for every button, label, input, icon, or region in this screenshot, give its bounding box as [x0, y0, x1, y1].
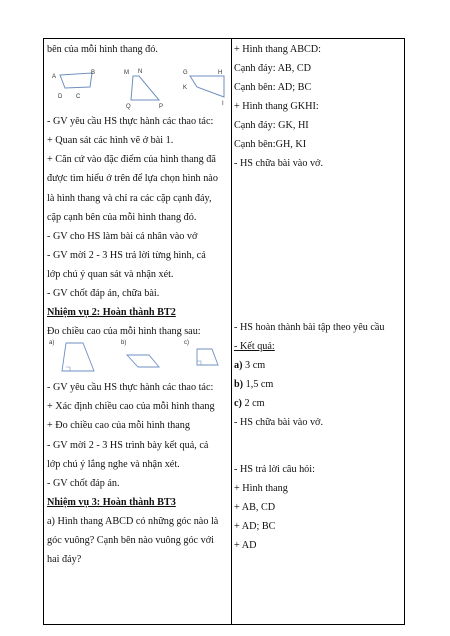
answer-3d: + AD; BC — [234, 521, 276, 532]
label-C: C — [76, 94, 81, 100]
result-a-value: 3 cm — [242, 360, 266, 371]
exercise2-figures — [47, 337, 228, 385]
exercise1-figures — [47, 63, 228, 123]
label-H: H — [218, 70, 223, 76]
line-1j: - GV chốt đáp án, chữa bài. — [47, 288, 160, 299]
result-c-key: c) — [234, 398, 242, 409]
answer-1a: + Hình thang ABCD: — [234, 44, 321, 55]
line-3b: góc vuông? Cạnh bên nào vuông góc với — [47, 535, 214, 546]
task3-title: Nhiệm vụ 3: Hoàn thành BT3 — [47, 497, 176, 508]
line-2d: - GV mời 2 - 3 HS trình bày kết quả, cả — [47, 440, 209, 451]
label-A: A — [52, 74, 57, 80]
answer-1b: Cạnh đáy: AB, CD — [234, 63, 311, 74]
label-B: B — [91, 70, 96, 76]
intro-text: bên của mỗi hình thang đó. — [47, 44, 158, 55]
result-c — [234, 397, 265, 412]
answer-2-intro: - HS hoàn thành bài tập theo yêu cầu — [234, 322, 385, 333]
label-c: c) — [184, 340, 189, 346]
trapezoid-ghki — [183, 70, 224, 107]
line-3a: a) Hình thang ABCD có những góc nào là — [47, 516, 219, 527]
trapezoid-mnpq — [124, 69, 163, 110]
trapezoid-a — [49, 340, 94, 371]
label-N: N — [138, 69, 143, 75]
label-D: D — [58, 94, 63, 100]
answer-1g: - HS chữa bài vào vở. — [234, 158, 323, 169]
answer-3c: + AB, CD — [234, 502, 276, 513]
line-1h: - GV mời 2 - 3 HS trả lời từng hình, cả — [47, 250, 206, 261]
line-1i: lớp chú ý quan sát và nhận xét. — [47, 269, 174, 280]
line-1e: là hình thang và chỉ ra các cặp cạnh đáy, — [47, 193, 212, 204]
line-1b: + Quan sát các hình vẽ ở bài 1. — [47, 135, 174, 146]
label-Q: Q — [126, 104, 131, 110]
line-1c: + Căn cứ vào đặc điểm của hình thang đã — [47, 154, 216, 165]
result-a-key: a) — [234, 360, 243, 371]
line-1a: - GV yêu cầu HS thực hành các thao tác: — [47, 116, 214, 127]
label-b: b) — [121, 340, 127, 346]
line-1f: cặp cạnh bên của mỗi hình thang đó. — [47, 212, 197, 223]
line-2c: + Đo chiều cao của mỗi hình thang — [47, 420, 190, 431]
result-b-value: 1,5 cm — [243, 379, 274, 390]
answer-3b: + Hình thang — [234, 483, 288, 494]
result-b — [234, 378, 273, 393]
trapezoid-c — [184, 340, 218, 365]
answer-1d: + Hình thang GKHI: — [234, 101, 319, 112]
answer-2-end: - HS chữa bài vào vở. — [234, 417, 323, 428]
result-b-key: b) — [234, 379, 244, 390]
label-I: I — [222, 101, 224, 107]
label-G: G — [183, 70, 188, 76]
label-P: P — [159, 104, 164, 110]
task2-prompt: Đo chiều cao của mỗi hình thang sau: — [47, 326, 201, 337]
answer-1c: Cạnh bên: AD; BC — [234, 82, 312, 93]
line-1d: được tìm hiểu ở trên để lựa chọn hình nào — [47, 173, 218, 184]
answer-1e: Cạnh đáy: GK, HI — [234, 120, 309, 131]
line-1g: - GV cho HS làm bài cá nhân vào vở — [47, 231, 198, 242]
trapezoid-abcd — [52, 70, 95, 100]
line-2f: - GV chốt đáp án. — [47, 478, 120, 489]
line-2a: - GV yêu cầu HS thực hành các thao tác: — [47, 382, 214, 393]
line-3c: hai đáy? — [47, 554, 82, 565]
trapezoid-b — [121, 340, 159, 367]
column-divider — [231, 39, 232, 624]
answer-3a: - HS trả lời câu hỏi: — [234, 464, 315, 475]
label-a: a) — [49, 340, 55, 346]
task2-title: Nhiệm vụ 2: Hoàn thành BT2 — [47, 307, 176, 318]
answer-1f: Cạnh bên:GH, KI — [234, 139, 307, 150]
result-c-value: 2 cm — [241, 398, 265, 409]
label-M: M — [124, 70, 129, 76]
result-a — [234, 359, 265, 374]
line-2b: + Xác định chiều cao của mỗi hình thang — [47, 401, 215, 412]
answer-3e: + AD — [234, 540, 257, 551]
line-2e: lớp chú ý lắng nghe và nhận xét. — [47, 459, 180, 470]
label-K: K — [183, 85, 188, 91]
result-label: - Kết quả: — [234, 341, 275, 352]
lesson-table — [43, 38, 405, 625]
